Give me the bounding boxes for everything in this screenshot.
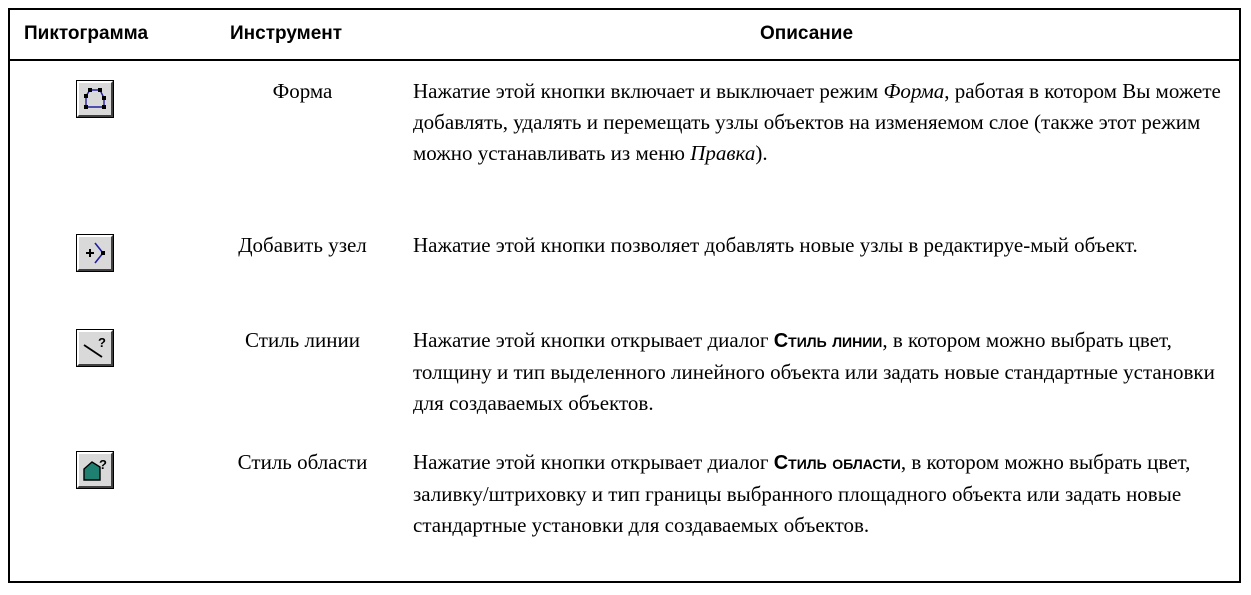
tool-description: Нажатие этой кнопки позволяет добавлять новые узлы в редактируе-мый объект. bbox=[413, 233, 1138, 257]
table-header bbox=[10, 10, 1239, 61]
add-node-icon bbox=[77, 235, 113, 271]
tool-name: Добавить узел bbox=[238, 233, 367, 257]
dialog-name: Стиль линии bbox=[773, 330, 883, 352]
header-icon-column: Пиктограмма bbox=[24, 23, 149, 44]
table-row bbox=[10, 428, 1239, 581]
tool-description: Нажатие этой кнопки открывает диалог Стиль линии, в котором можно выбрать цвет, толщину и тип выделенного линейного объекта или задать новые стандартные установки для создаваемых объектов. bbox=[413, 328, 1215, 415]
tool-description: Нажатие этой кнопки включает и выключает режим Форма, работая в котором Вы можете добавлять, удалять и перемещать узлы объектов на изменяемом слое (также этот режим можно устанавливать из меню Правка). bbox=[413, 79, 1221, 165]
header-description-column: Описание bbox=[760, 23, 854, 44]
table-row bbox=[10, 306, 1239, 428]
table-row bbox=[10, 61, 1239, 211]
svg-text:?: ? bbox=[98, 335, 106, 350]
header-tool-column: Инструмент bbox=[230, 23, 343, 44]
tool-name: Стиль области bbox=[237, 450, 368, 474]
shape-mode-icon bbox=[77, 81, 113, 117]
table-row bbox=[10, 211, 1239, 306]
tool-name: Форма bbox=[272, 79, 333, 103]
line-style-icon bbox=[77, 330, 113, 366]
tools-table bbox=[8, 8, 1241, 583]
tool-description: Нажатие этой кнопки открывает диалог Стиль области, в котором можно выбрать цвет, заливку/штриховку и тип границы выбранного площадного объекта или задать новые стандартные установки для создаваемых объектов. bbox=[413, 450, 1191, 537]
dialog-name: Стиль области bbox=[773, 452, 901, 474]
svg-text:?: ? bbox=[99, 457, 107, 472]
region-style-icon bbox=[77, 452, 113, 488]
tool-name: Стиль линии bbox=[245, 328, 360, 352]
